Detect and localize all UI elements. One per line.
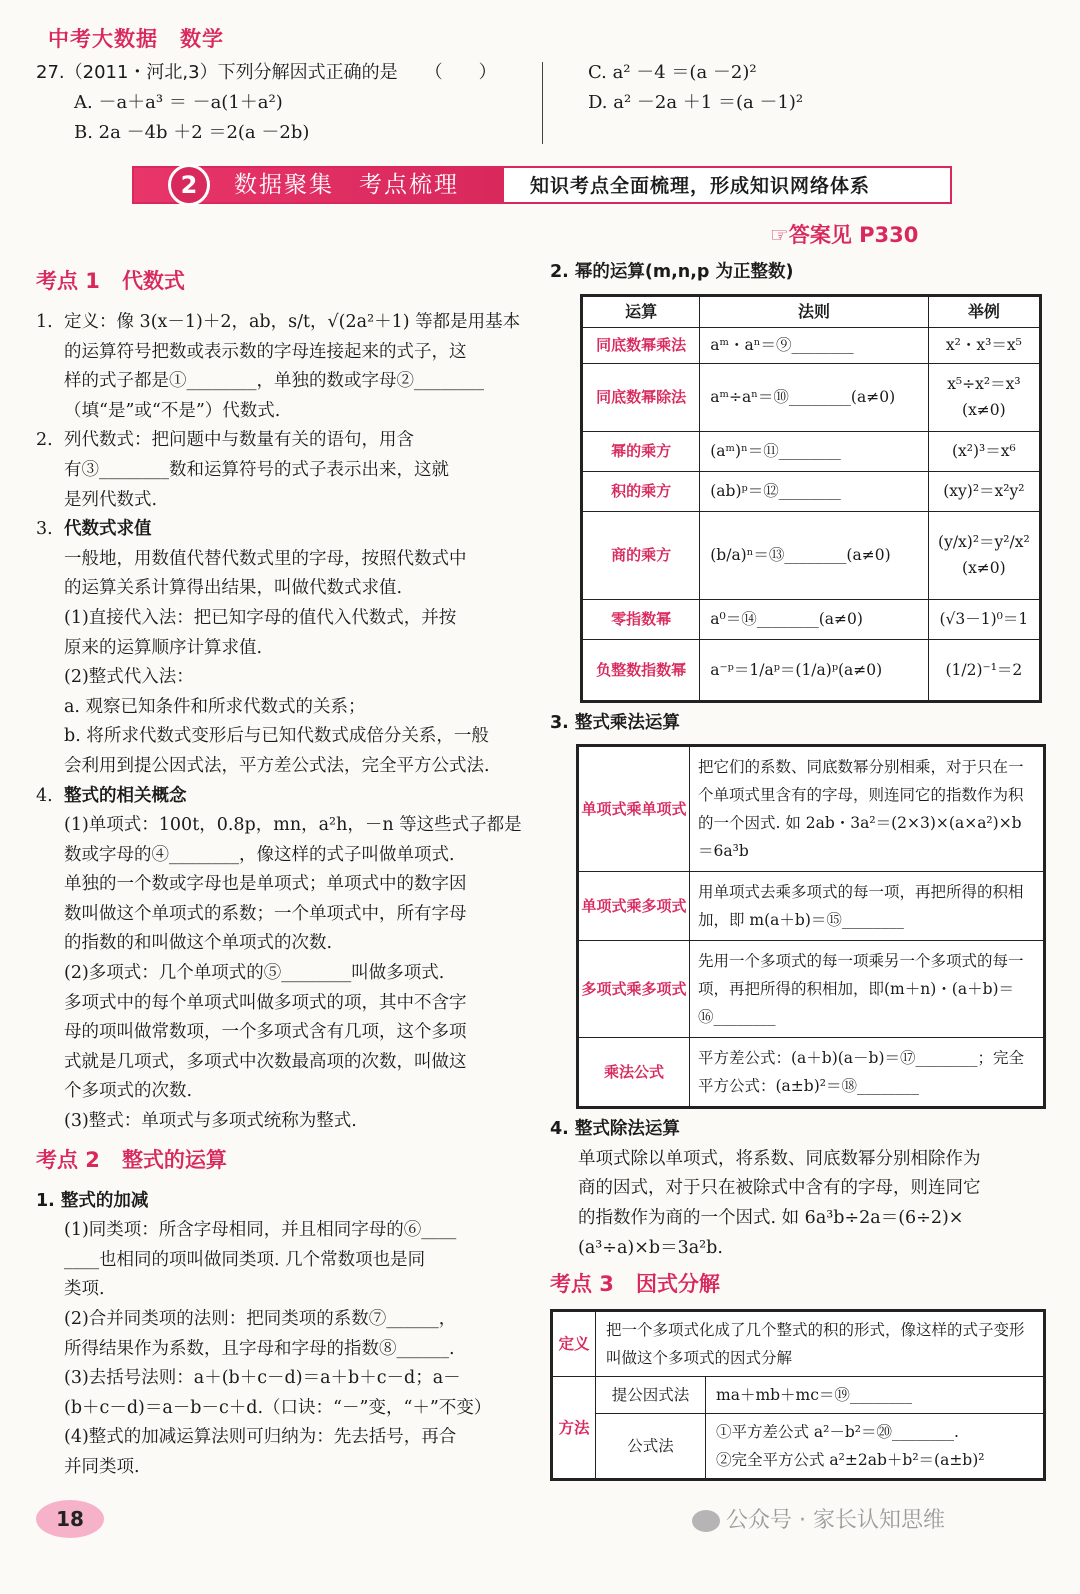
header-brand: 中考大数据 数学	[48, 27, 224, 51]
table-row: 负整数指数幂 a⁻ᵖ＝1/aᵖ＝(1/a)ᵖ(a≠0) (1/2)⁻¹＝2	[582, 639, 1041, 701]
banner-number: 2	[168, 164, 210, 206]
table-row: 积的乘方 (ab)ᵖ＝⑫________ (xy)²＝x²y²	[582, 471, 1041, 511]
kd2-section-4: 4. 整式除法运算 单项式除以单项式，将系数、同底数幂分别相除作为 商的因式，对于只在被除式中含有的字母，则连同它 的指数作为商的一个因式. 如 6a³b÷2a＝(6÷2)× (a³÷a)×b＝3a²b.	[550, 1119, 981, 1258]
page-number: 18	[36, 1500, 104, 1538]
kd1-text: 代数式	[121, 269, 185, 293]
kd2-section-2-title: 2. 幂的运算(m,n,p 为正整数)	[550, 262, 794, 282]
table-row: 零指数幂 a⁰＝⑭________(a≠0) (√3－1)⁰＝1	[582, 599, 1041, 639]
watermark: 公众号 · 家长认知思维	[692, 1506, 945, 1536]
table-row: 幂的乘方 (aᵐ)ⁿ＝⑪________ (x²)³＝x⁶	[582, 431, 1041, 471]
wechat-icon	[692, 1510, 720, 1532]
table-row: 公式法 ①平方差公式 a²－b²＝⑳________. ②完全平方公式 a²±2ab＋b²＝(a±b)²	[552, 1414, 1045, 1480]
table-row: 方法 提公因式法 ma＋mb＋mc＝⑲________	[552, 1377, 1045, 1414]
kd1-number: 考点 1	[36, 269, 100, 293]
kd2-section-3-title: 3. 整式乘法运算	[550, 712, 680, 733]
table-row: 单项式乘多项式 用单项式去乘多项式的每一项，再把所得的积相加，即 m(a＋b)＝⑮________	[578, 872, 1045, 941]
kd3-title	[550, 1267, 1050, 1301]
option-c: C. a² －4 ＝(a －2)²	[588, 62, 757, 83]
table-row: 单项式乘单项式 把它们的系数、同底数幂分别相乘，对于只在一个单项式里含有的字母，则连同它的指数作为积的一个因式. 如 2ab・3a²＝(2×3)×(a×a²)×b＝6a³b	[578, 746, 1045, 872]
power-rules-table	[580, 294, 1042, 703]
question-27	[36, 58, 536, 148]
factorization-table	[550, 1309, 1046, 1481]
right-column	[550, 258, 1050, 1481]
table-row: 同底数幂除法 aᵐ÷aⁿ＝⑩________(a≠0) x⁵÷x²＝x³ (x≠0)	[582, 363, 1041, 431]
table-row: 商的乘方 (b/a)ⁿ＝⑬________(a≠0) (y/x)²＝y²/x² (x≠0)	[582, 511, 1041, 599]
answer-reference: ☞答案见 P330	[770, 223, 919, 247]
multiplication-table	[576, 744, 1046, 1109]
kd2-title	[36, 1143, 536, 1177]
kd1-item-4: 4. 整式的相关概念 (1)单项式：100t，0.8p，mn，a²h，－n 等这些式子都是 数或字母的④________，像这样的式子叫做单项式. 单独的一个数或字母也是单项式；单项式中的数字因 数叫做这个单项式的系数；一个单项式中，所有字母 的指数的和叫做这个单项式的次数. (2)多项式：几个单项式的⑤________叫做多项式. 多项式中的每个单项式叫做多项式的项，其中不含字 母的项叫做常数项，一个多项式含有几项，这个多项 式就是几项式，多项式中次数最高项的次数，叫做这 个多项式的次数. (3)整式：单项式与多项式统称为整式.	[36, 785, 522, 1132]
banner-title: 数据聚集 考点梳理	[234, 172, 459, 198]
kd3-text: 因式分解	[635, 1272, 720, 1297]
table-row: 同底数幂乘法 aᵐ・aⁿ＝⑨________ x²・x³＝x⁵	[582, 327, 1041, 363]
table-header-row: 运算 法则 举例	[582, 295, 1041, 327]
section-banner	[132, 166, 952, 204]
table-row: 乘法公式 平方差公式：(a＋b)(a－b)＝⑰________；完全平方公式：(a±b)²＝⑱________	[578, 1038, 1045, 1108]
kd1-item-1: 1. 定义：像 3(x－1)＋2，ab，s/t，√(2a²＋1) 等都是用基本 的运算符号把数或表示数的字母连接起来的式子，这 样的式子都是①________，单独的数或字母②________ （填“是”或“不是”）代数式.	[36, 312, 521, 421]
left-column	[36, 260, 536, 1483]
kd1-title	[36, 264, 536, 298]
option-d: D. a² －2a ＋1 ＝(a －1)²	[588, 92, 804, 113]
option-b: B. 2a －4b ＋2 ＝2(a －2b)	[74, 122, 310, 143]
question-27-options-right	[588, 58, 803, 118]
kd2-number: 考点 2	[36, 1147, 100, 1172]
column-divider	[542, 62, 543, 144]
kd1-item-2: 2. 列代数式：把问题中与数量有关的语句，用含 有③________数和运算符号的式子表示出来，这就 是列代数式.	[36, 430, 449, 510]
option-a: A. －a＋a³ ＝ －a(1＋a²)	[74, 92, 283, 113]
kd1-item-3: 3. 代数式求值 一般地，用数值代替代数式里的字母，按照代数式中 的运算关系计算得出结果，叫做代数式求值. (1)直接代入法：把已知字母的值代入代数式，并按 原来的运算顺序计算求值. (2)整式代入法： a. 观察已知条件和所求代数式的关系； b. 将所求代数式变形后与已知代数式成倍分关系，一般 会利用到提公因式法，平方差公式法，完全平方公式法.	[36, 519, 490, 776]
table-row: 多项式乘多项式 先用一个多项式的每一项乘另一个多项式的每一项，再把所得的积相加，即(m＋n)・(a＋b)＝⑯________	[578, 941, 1045, 1038]
kd2-section-1: 1. 整式的加减 (1)同类项：所含字母相同，并且相同字母的⑥____ ____也相同的项叫做同类项. 几个常数项也是同 类项. (2)合并同类项的法则：把同类项的系数⑦______， 所得结果作为系数，且字母和字母的指数⑧______. (3)去括号法则：a＋(b＋c－d)＝a＋b＋c－d；a－ (b＋c－d)＝a－b－c＋d.（口诀：“－”变，“＋”不变） (4)整式的加减运算法则可归纳为：先去括号，再合 并同类项.	[36, 1190, 492, 1477]
banner-subtitle: 知识考点全面梳理，形成知识网络体系	[530, 175, 871, 197]
question-stem: 27.（2011・河北,3）下列分解因式正确的是 （ ）	[36, 62, 497, 83]
kd2-text: 整式的运算	[121, 1147, 227, 1172]
table-row: 定义 把一个多项式化成了几个整式的积的形式，像这样的式子变形叫做这个多项式的因式分解	[552, 1311, 1045, 1377]
kd3-number: 考点 3	[550, 1272, 614, 1297]
